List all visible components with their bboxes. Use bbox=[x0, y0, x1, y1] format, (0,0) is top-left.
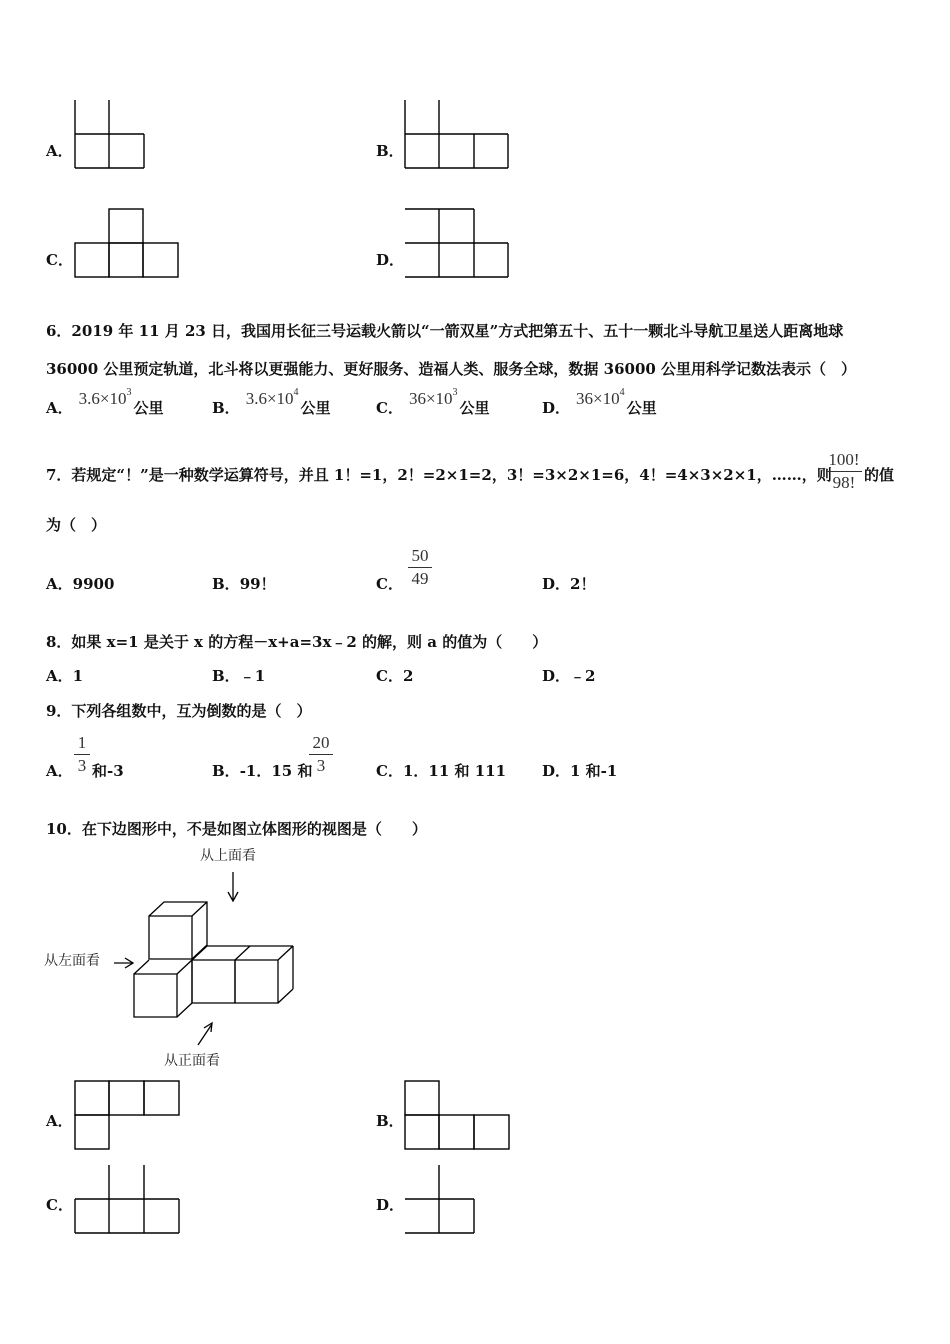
q10-option-c-figure bbox=[70, 1161, 185, 1239]
q9-option-a-label: A． bbox=[46, 762, 73, 780]
q5-option-a-figure bbox=[70, 96, 150, 174]
q10-option-b-figure bbox=[400, 1077, 515, 1155]
q8-option-d: D．﹣2 bbox=[542, 667, 596, 685]
q10-option-d-label: D． bbox=[376, 1196, 405, 1214]
q7-option-b: B．99！ bbox=[212, 575, 276, 593]
q8-option-c: C．2 bbox=[376, 667, 414, 685]
q6-option-b: B． $3.6\times 10^4$公里 bbox=[212, 387, 331, 417]
question-7-line-1: 7．若规定“！”是一种数学运算符号，并且 1！=1，2！=2×1=2，3！=3×2×1=6，4！=4×3×2×1，……，则 bbox=[46, 466, 832, 484]
view-from-front-label: 从正面看 bbox=[164, 1053, 220, 1069]
q6-option-d: D． $36\times 10^4$公里 bbox=[542, 387, 657, 417]
q5-option-d-label: D． bbox=[376, 251, 405, 269]
q7-option-c-fraction: 50 49 bbox=[408, 546, 432, 589]
question-7-line-2: 为（ ） bbox=[46, 516, 107, 534]
q6-option-c: C． $36\times 10^3$公里 bbox=[376, 387, 490, 417]
question-6-line-2: 36000 公里预定轨道，北斗将以更强能力、更好服务、造福人类、服务全球，数据 36000 公里用科学记数法表示（ ） bbox=[46, 360, 857, 378]
question-6-line-1: 6．2019 年 11 月 23 日，我国用长征三号运载火箭以“一箭双星”方式把第五十、五十一颗北斗导航卫星送人距离地球 bbox=[46, 322, 844, 340]
view-from-top-label: 从上面看 bbox=[200, 848, 256, 864]
q5-option-c-figure bbox=[70, 205, 185, 283]
q5-option-a-label: A． bbox=[46, 142, 73, 160]
q10-option-a-label: A． bbox=[46, 1112, 73, 1130]
q8-option-a: A．1 bbox=[46, 667, 84, 685]
q5-option-b-label: B． bbox=[376, 142, 404, 160]
question-9: 9．下列各组数中，互为倒数的是（ ） bbox=[46, 702, 312, 720]
q5-option-d-figure bbox=[400, 205, 515, 283]
q7-option-d: D．2！ bbox=[542, 575, 596, 593]
question-7-line-1-end: 的值 bbox=[864, 466, 895, 484]
view-from-left-label: 从左面看 bbox=[44, 953, 100, 969]
q9-option-c: C．1．11 和 111 bbox=[376, 762, 507, 780]
q5-option-b-figure bbox=[400, 96, 515, 174]
q10-option-a-figure bbox=[70, 1077, 185, 1155]
q9-option-a-text: 和-3 bbox=[92, 762, 124, 780]
q8-option-b: B．﹣1 bbox=[212, 667, 266, 685]
q9-option-d: D．1 和-1 bbox=[542, 762, 618, 780]
q7-option-c-label: C． bbox=[376, 575, 403, 593]
q6-option-a: A． $3.6\times 10^3$公里 bbox=[46, 387, 164, 417]
q10-option-b-label: B． bbox=[376, 1112, 404, 1130]
q5-option-c-label: C． bbox=[46, 251, 73, 269]
q9-option-b-text: B．-1．15 和 bbox=[212, 762, 313, 780]
question-8: 8．如果 x=1 是关于 x 的方程－x+a=3x﹣2 的解，则 a 的值为（ ） bbox=[46, 633, 548, 651]
q10-option-c-label: C． bbox=[46, 1196, 73, 1214]
q9-option-b-fraction: 20 3 bbox=[309, 733, 333, 776]
q7-option-a: A．9900 bbox=[46, 575, 115, 593]
q9-option-a-fraction: 1 3 bbox=[74, 733, 90, 776]
q10-option-d-figure bbox=[400, 1161, 485, 1239]
q7-fraction: 100! 98! bbox=[826, 450, 862, 493]
solid-figure-diagram bbox=[100, 860, 310, 1055]
question-10: 10．在下边图形中，不是如图立体图形的视图是（ ） bbox=[46, 820, 427, 838]
